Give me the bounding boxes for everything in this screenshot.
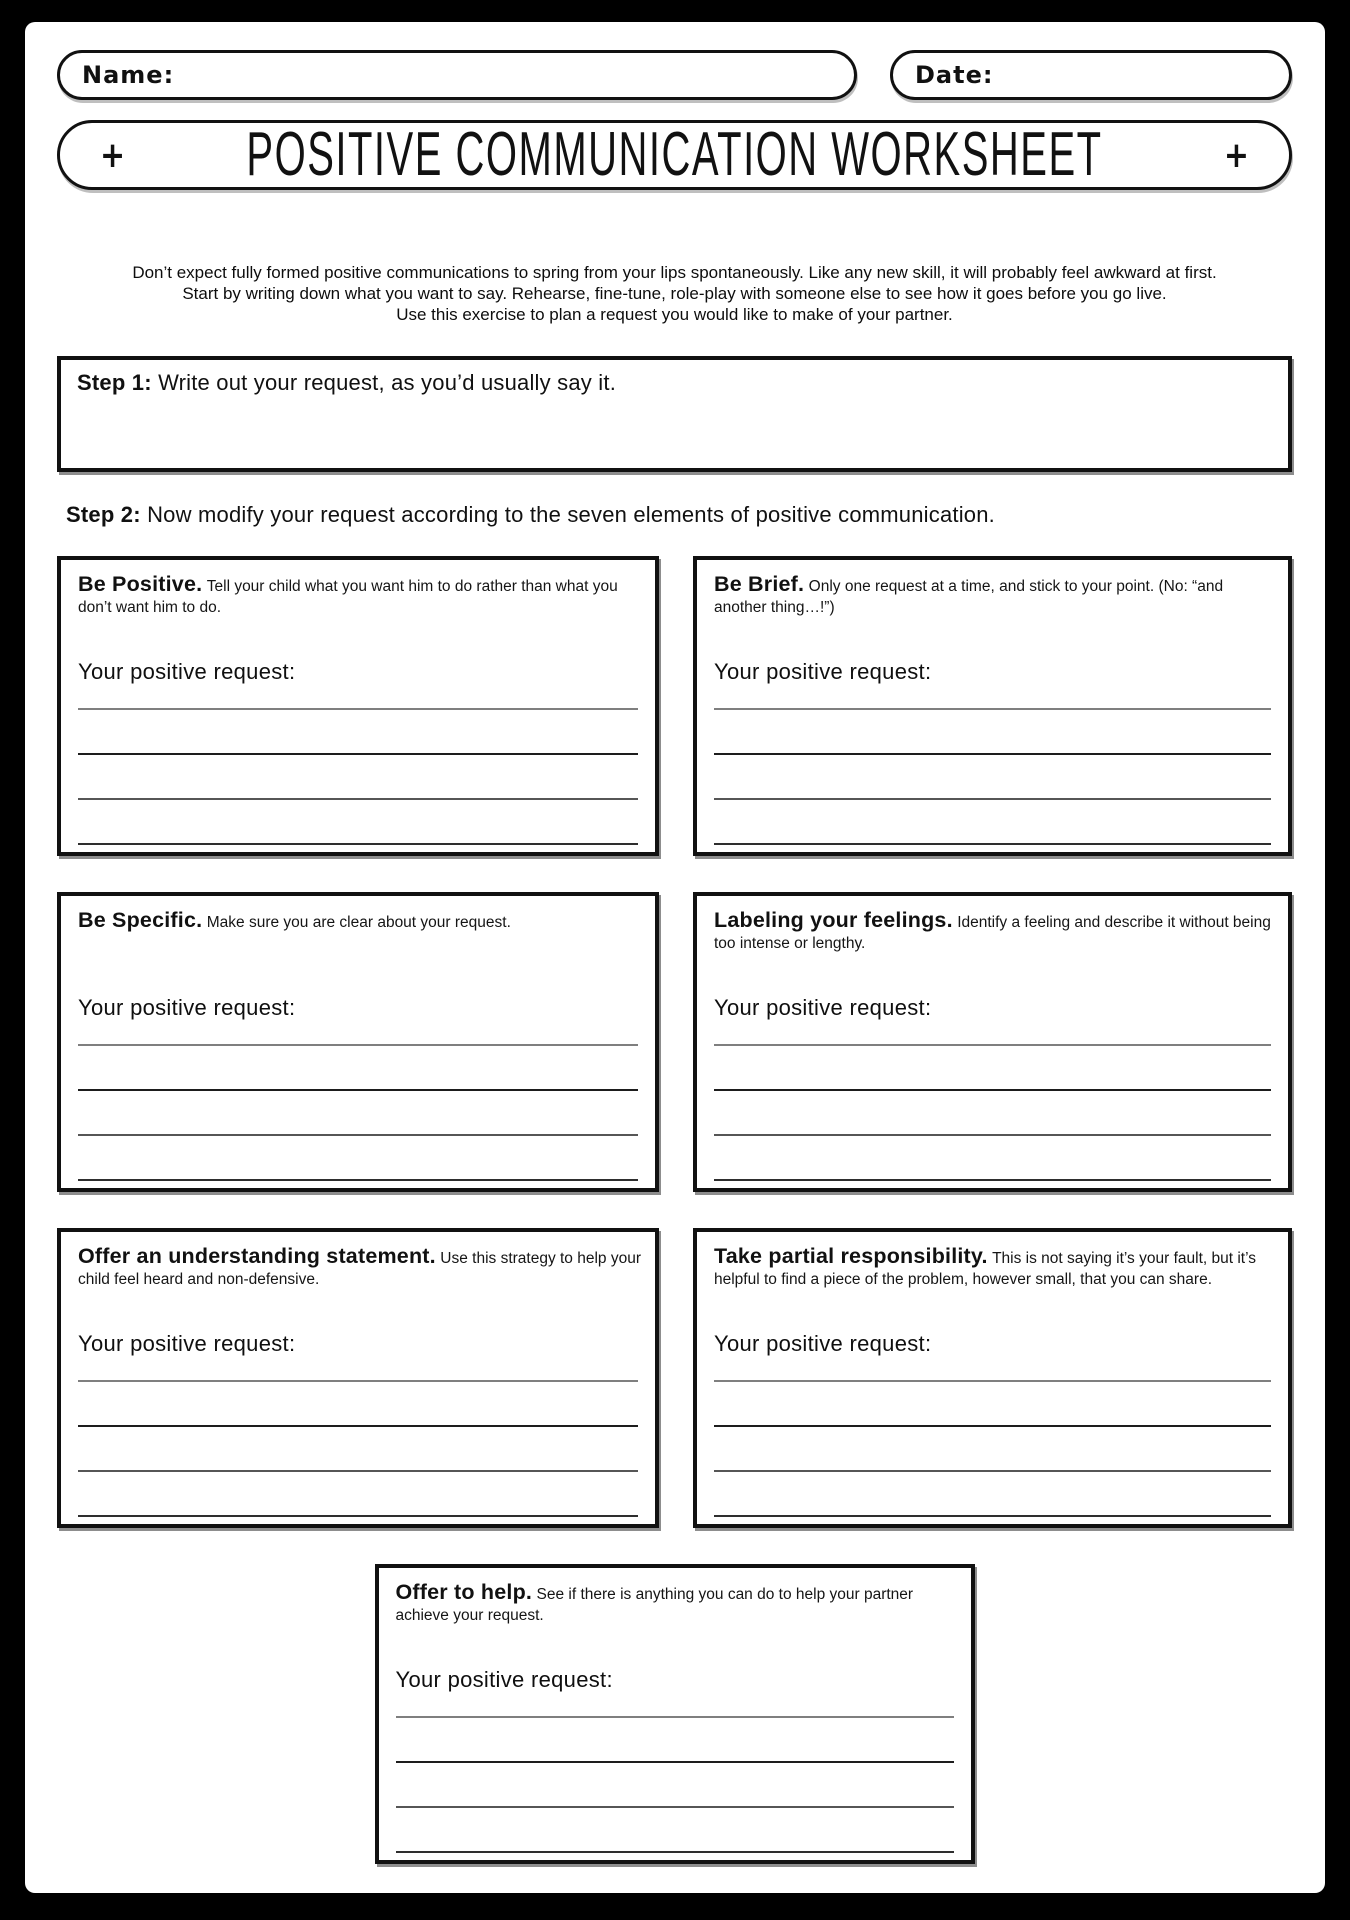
card-title: Be Brief. (714, 572, 805, 596)
worksheet-page (25, 22, 1325, 1893)
page-title: POSITIVE COMMUNICATION WORKSHEET (246, 120, 1103, 189)
card-offer-to-help (375, 1564, 975, 1864)
card-head (78, 574, 643, 618)
card-head (714, 910, 1276, 954)
writing-line[interactable] (78, 1382, 638, 1427)
writing-line[interactable] (714, 1427, 1271, 1472)
writing-line[interactable] (78, 1472, 638, 1517)
writing-line[interactable] (78, 755, 638, 800)
card-title: Labeling your feelings. (714, 908, 953, 932)
worksheet-grid (57, 556, 1292, 1528)
writing-line[interactable] (714, 665, 1271, 710)
writing-line[interactable] (714, 1136, 1271, 1181)
card-be-positive (57, 556, 659, 856)
name-field[interactable] (57, 50, 857, 100)
card-be-brief (693, 556, 1292, 856)
step1-box (57, 356, 1292, 472)
card-description: Identify a feeling and describe it without being too intense or lengthy. (714, 914, 1271, 952)
writing-lines (78, 665, 638, 845)
writing-line[interactable] (78, 1001, 638, 1046)
prompt-label: Your positive request: (714, 995, 932, 1020)
card-head (396, 1582, 959, 1626)
title-banner (57, 120, 1292, 190)
writing-lines (78, 1337, 638, 1517)
step2-instruction (57, 502, 1292, 530)
intro-line-3: Use this exercise to plan a request you would like to make of your partner. (396, 305, 953, 324)
writing-line[interactable] (78, 1427, 638, 1472)
name-label: Name: (82, 61, 175, 89)
card-head (78, 1246, 643, 1290)
header-row (57, 50, 1292, 100)
card-title: Offer to help. (395, 1580, 533, 1604)
plus-icon-left: + (100, 134, 126, 176)
prompt-label: Your positive request: (714, 659, 932, 684)
prompt-label: Your positive request: (78, 995, 296, 1020)
card-description: Use this strategy to help your child feel heard and non-defensive. (78, 1250, 642, 1288)
card-description: This is not saying it’s your fault, but it’s helpful to find a piece of the problem, however small, that you can share. (714, 1250, 1257, 1288)
writing-lines (714, 1001, 1271, 1181)
card-title: Take partial responsibility. (714, 1244, 988, 1268)
intro-line-2: Start by writing down what you want to say. Rehearse, fine-tune, role-play with someone else to see how it goes before you go live. (182, 284, 1167, 303)
writing-line[interactable] (714, 1001, 1271, 1046)
writing-lines (714, 1337, 1271, 1517)
writing-line[interactable] (78, 665, 638, 710)
step1-label: Step 1: (77, 370, 152, 395)
card-description: Only one request at a time, and stick to your point. (No: “and another thing…!”) (714, 578, 1224, 616)
date-label: Date: (915, 61, 994, 89)
writing-lines (396, 1673, 954, 1853)
writing-line[interactable] (714, 1046, 1271, 1091)
prompt-label: Your positive request: (714, 1331, 932, 1356)
writing-line[interactable] (396, 1673, 954, 1718)
bottom-card-row (57, 1564, 1292, 1864)
card-understanding-statement (57, 1228, 659, 1528)
writing-lines (78, 1001, 638, 1181)
step2-text: Now modify your request according to the seven elements of positive communication. (147, 502, 995, 527)
card-title: Be Specific. (78, 908, 203, 932)
writing-line[interactable] (396, 1718, 954, 1763)
writing-line[interactable] (78, 1091, 638, 1136)
card-description: Make sure you are clear about your request. (206, 914, 511, 931)
writing-line[interactable] (78, 1136, 638, 1181)
writing-line[interactable] (714, 800, 1271, 845)
date-field[interactable] (890, 50, 1292, 100)
writing-line[interactable] (78, 800, 638, 845)
writing-line[interactable] (714, 1337, 1271, 1382)
writing-line[interactable] (714, 1382, 1271, 1427)
writing-line[interactable] (78, 1046, 638, 1091)
card-head (714, 1246, 1276, 1290)
card-head (714, 574, 1276, 618)
writing-line[interactable] (714, 710, 1271, 755)
card-head (78, 910, 643, 933)
step1-instruction (77, 370, 1272, 396)
card-labeling-feelings (693, 892, 1292, 1192)
step1-writing-area[interactable] (65, 404, 1284, 464)
writing-line[interactable] (396, 1763, 954, 1808)
writing-lines (714, 665, 1271, 845)
writing-line[interactable] (714, 1091, 1271, 1136)
card-partial-responsibility (693, 1228, 1292, 1528)
writing-line[interactable] (78, 1337, 638, 1382)
plus-icon-right: + (1223, 134, 1249, 176)
prompt-label: Your positive request: (78, 659, 296, 684)
intro-line-1: Don’t expect fully formed positive communications to spring from your lips spontaneously. Like any new skill, it will probably feel awkward at first. (132, 263, 1217, 282)
writing-line[interactable] (714, 755, 1271, 800)
card-be-specific (57, 892, 659, 1192)
card-description: See if there is anything you can do to help your partner achieve your request. (395, 1586, 914, 1624)
card-title: Offer an understanding statement. (78, 1244, 436, 1268)
writing-line[interactable] (396, 1808, 954, 1853)
prompt-label: Your positive request: (78, 1331, 296, 1356)
step2-label: Step 2: (66, 502, 141, 527)
card-title: Be Positive. (78, 572, 203, 596)
card-description: Tell your child what you want him to do rather than what you don’t want him to do. (78, 578, 618, 616)
intro-text (57, 262, 1292, 325)
prompt-label: Your positive request: (395, 1667, 613, 1692)
writing-line[interactable] (714, 1472, 1271, 1517)
step1-text: Write out your request, as you’d usually say it. (158, 370, 617, 395)
writing-line[interactable] (78, 710, 638, 755)
